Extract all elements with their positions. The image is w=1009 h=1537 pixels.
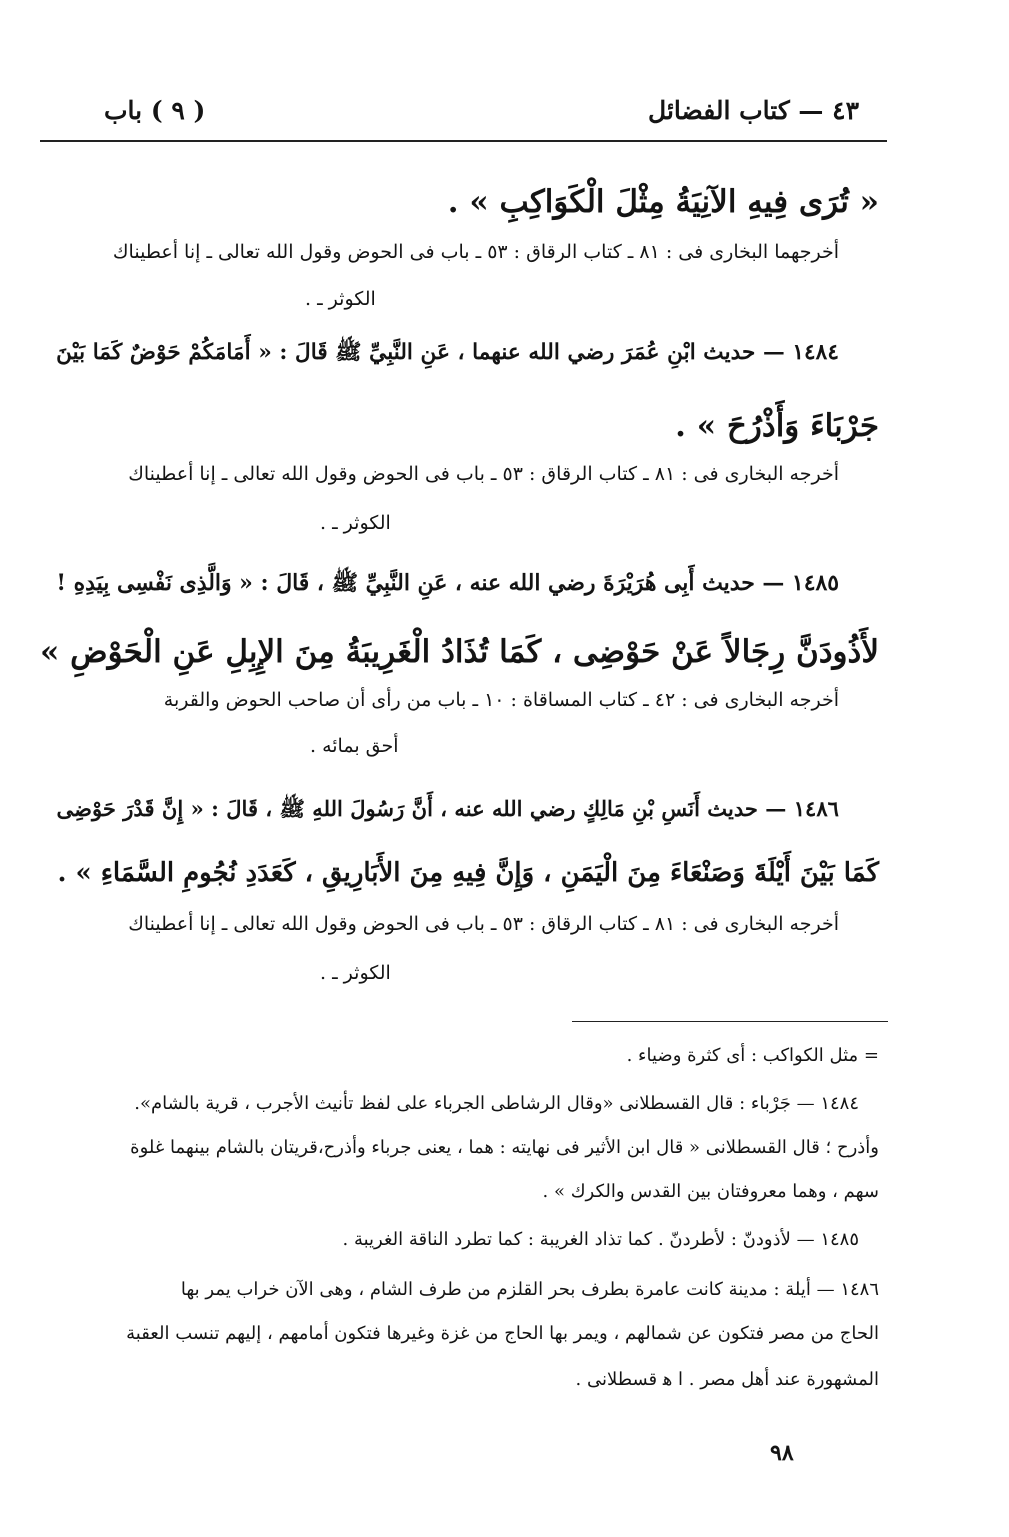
footnote-line: وأذرح ؛ قال القسطلانى « قال ابن الأثير فى نهايته : هما ، يعنى جرباء وأذرح،قريتان بالشام بينهما غلوة xyxy=(130,1137,879,1158)
footnote-rule xyxy=(572,1021,888,1022)
footnote-line: = مثل الكواكب : أى كثرة وضياء . xyxy=(626,1045,879,1066)
hadith-1484-line-2: جَرْبَاءَ وَأَذْرُحَ » . xyxy=(675,408,879,444)
takhrij-1485-continuation: أحق بمائه . xyxy=(310,735,399,757)
footnote-line: ١٤٨٦ — أيلة : مدينة كانت عامرة بطرف بحر القلزم من طرف الشام ، وهى الآن خراب يمر بها xyxy=(180,1279,879,1300)
footnote-line: ١٤٨٤ — جَرْباء : قال القسطلانى «وقال الرشاطى الجرباء على لفظ تأنيث الأجرب ، قرية بالشام». xyxy=(134,1093,859,1114)
page-number: ٩٨ xyxy=(770,1440,794,1466)
takhrij-line: أخرجهما البخارى فى : ٨١ ـ كتاب الرقاق : ٥٣ ـ باب فى الحوض وقول الله تعالى ـ إنا أعطيناك xyxy=(112,241,839,263)
takhrij-1484: أخرجه البخارى فى : ٨١ ـ كتاب الرقاق : ٥٣ ـ باب فى الحوض وقول الله تعالى ـ إنا أعطيناك xyxy=(128,463,839,485)
hadith-1486-line-1: ١٤٨٦ — حديث أَنَسِ بْنِ مَالِكٍ رضي الله عنه ، أَنَّ رَسُولَ اللهِ ﷺ ، قَالَ : « إِنَّ قَدْرَ حَوْضِى xyxy=(56,796,839,821)
running-header-book: ٤٣ — كتاب الفضائل xyxy=(648,96,859,125)
takhrij-1486-continuation: الكوثر ـ . xyxy=(320,962,391,984)
takhrij-1485: أخرجه البخارى فى : ٤٢ ـ كتاب المساقاة : ١٠ ـ باب من رأى أن صاحب الحوض والقربة xyxy=(163,689,839,711)
takhrij-continuation: الكوثر ـ . xyxy=(305,288,376,310)
footnote-line: المشهورة عند أهل مصر . ا ﻫ قسطلانى . xyxy=(575,1369,879,1390)
hadith-1484-line-1: ١٤٨٤ — حديث ابْنِ عُمَرَ رضي الله عنهما ، عَنِ النَّبِيِّ ﷺ قَالَ : « أَمَامَكُمْ حَوْضٌ كَمَا بَيْنَ xyxy=(56,340,839,365)
hadith-1485-line-2: لأَذُودَنَّ رِجَالاً عَنْ حَوْضِى ، كَمَا تُذَادُ الْغَرِيبَةُ مِنَ الإِبِلِ عَنِ الْحَوْضِ » xyxy=(39,634,879,670)
footnote-line: سهم ، وهما معروفتان بين القدس والكرك » . xyxy=(542,1181,879,1202)
hadith-1486-line-2: كَمَا بَيْنَ أَيْلَةَ وَصَنْعَاءَ مِنَ الْيَمَنِ ، وَإِنَّ فِيهِ مِنَ الأَبَارِيقِ ، كَعَدَدِ نُجُومِ السَّمَاءِ » . xyxy=(57,858,879,888)
footnote-line: الحاج من مصر فتكون عن شمالهم ، ويمر بها الحاج من غزة وغيرها فتكون أمامهم ، إليهم تنسب العقبة xyxy=(126,1323,879,1344)
footnote-line: ١٤٨٥ — لأذودنّ : لأطردنّ . كما تذاد الغريبة : كما تطرد الناقة الغريبة . xyxy=(342,1229,859,1250)
hadith-text-line: « تُرَى فِيهِ الآنِيَةُ مِثْلَ الْكَوَاكِبِ » . xyxy=(447,184,879,220)
takhrij-1486: أخرجه البخارى فى : ٨١ ـ كتاب الرقاق : ٥٣ ـ باب فى الحوض وقول الله تعالى ـ إنا أعطيناك xyxy=(128,913,839,935)
hadith-1485-line-1: ١٤٨٥ — حديث أَبِى هُرَيْرَةَ رضي الله عنه ، عَنِ النَّبِيِّ ﷺ ، قَالَ : « وَالَّذِى نَفْسِى بِيَدِهِ ! xyxy=(56,570,839,596)
header-rule xyxy=(40,140,887,142)
takhrij-1484-continuation: الكوثر ـ . xyxy=(320,512,391,534)
running-header-chapter: ( ٩ ) باب xyxy=(104,96,206,125)
